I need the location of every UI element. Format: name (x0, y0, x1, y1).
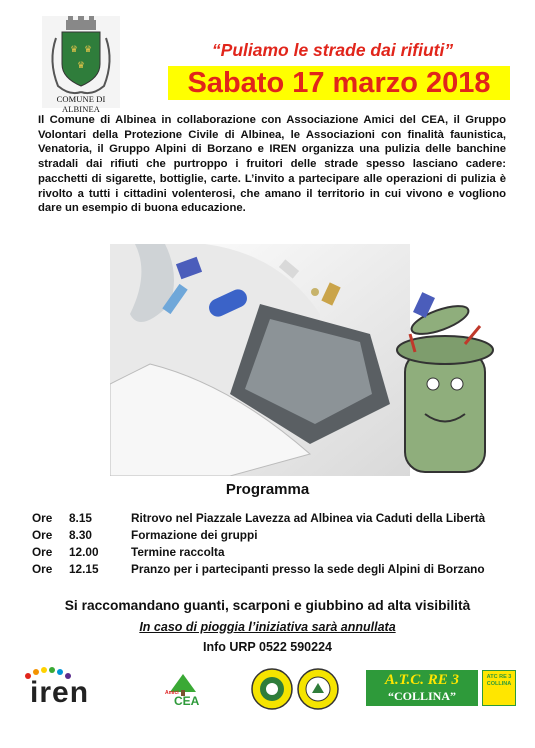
protezione-civile-badge (250, 665, 340, 713)
car-litter-image (110, 244, 510, 476)
program-title: Programma (225, 481, 310, 498)
schedule-time: 12.00 (69, 544, 99, 559)
litter-illustration (110, 244, 510, 476)
comune-label: COMUNE DI ALBINEA (56, 94, 106, 114)
schedule-desc: Termine raccolta (131, 544, 225, 559)
schedule-desc: Formazione dei gruppi (131, 527, 258, 542)
event-slogan: “Puliamo le strade dai rifiuti” (211, 40, 454, 60)
intro-paragraph: Il Comune di Albinea in collaborazione con Associazione Amici del CEA, il Gruppo Volontari della Protezione Civile di Albinea, le Associazioni con finalità faunistica, Venatoria, il Gruppo Alpini di Borzano e IREN organizza una pulizia delle banchine stradali dai rifiuti che purtroppo i fruitori delle strade spesso lasciano cadere: pacchetti di sigarette, bottiglie, carte. L’invito a partecipare alle operazioni di pulizia è rivolto a tutti i cittadini volenterosi, che amano il territorio in cui vivono e vogliono dare un esempio di buona educazione. (38, 114, 506, 215)
schedule-row (32, 543, 512, 560)
schedule-row (32, 526, 512, 543)
ore-label: Ore (32, 510, 53, 525)
ore-label: Ore (32, 561, 53, 576)
schedule-time: 8.30 (69, 527, 92, 542)
atc-logo (366, 670, 516, 706)
atc-side-text: ATC RE 3 COLLINA (486, 674, 512, 687)
schedule-row (32, 509, 512, 526)
ore-label: Ore (32, 527, 53, 542)
svg-text:♛: ♛ (84, 45, 93, 55)
atc-title: A.T.C. RE 3 (384, 672, 460, 688)
iren-logo-text: iren (30, 676, 90, 709)
info-contact: Info URP 0522 590224 (202, 640, 332, 654)
cea-text: CEA (174, 694, 200, 708)
iren-logo (22, 666, 112, 708)
schedule-desc: Pranzo per i partecipanti presso la sede degli Alpini di Borzano (131, 561, 485, 576)
schedule-time: 8.15 (69, 510, 92, 525)
atc-subtitle: “COLLINA” (387, 689, 456, 703)
ore-label: Ore (32, 544, 53, 559)
recommendation-text: Si raccomandano guanti, scarponi e giubbino ad alta visibilità (64, 598, 471, 613)
cea-logo (164, 670, 202, 708)
svg-text:♛: ♛ (70, 45, 79, 55)
schedule-row (32, 560, 512, 577)
schedule-time: 12.15 (69, 561, 99, 576)
program-schedule (32, 509, 512, 577)
cea-small-text: Amici (165, 690, 179, 696)
svg-text:♛: ♛ (77, 61, 86, 71)
rain-notice: In caso di pioggia l’iniziativa sarà annullata (139, 620, 396, 634)
badge-seal-icon (250, 665, 340, 713)
schedule-desc: Ritrovo nel Piazzale Lavezza ad Albinea via Caduti della Libertà (131, 510, 486, 525)
event-date: Sabato 17 marzo 2018 (187, 67, 491, 99)
